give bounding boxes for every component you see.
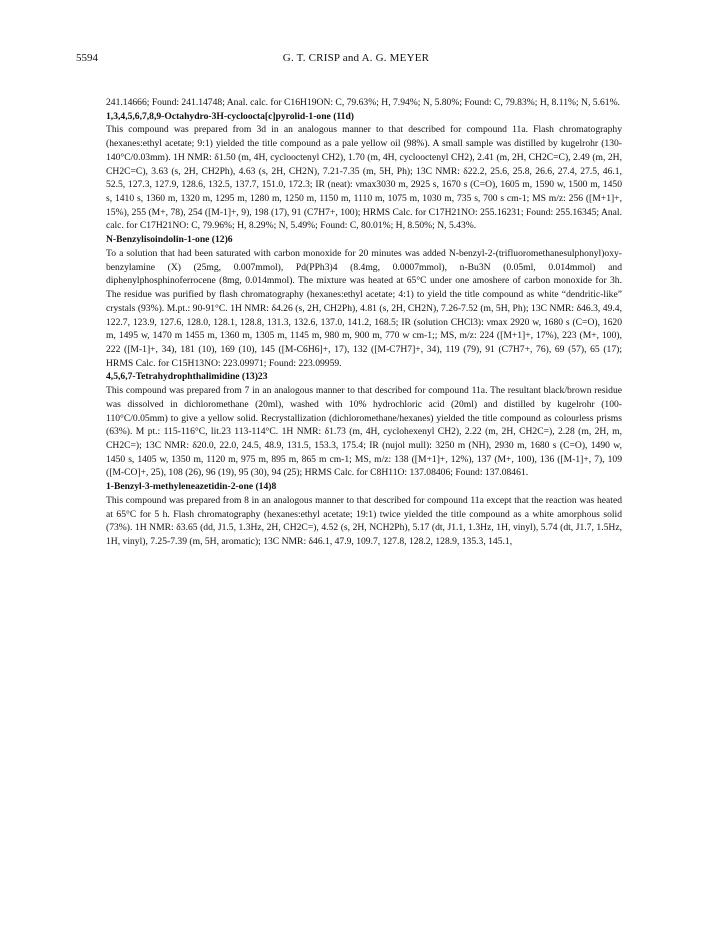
paragraph: To a solution that had been saturated with carbon monoxide for 20 minutes was added N-benzyl-2-(trifluoromethanesulphonyl)oxy-benzylamine (X) (25mg, 0.007mmol), Pd(PPh3)4 (8.4mg, 0.0007mmol), n-Bu3N (0.05ml, 0.014mmol) and diphenylphosphinoferrocene (8mg, 0.014mmol). The mixture was heated at 65°C under one amoshere of carbon monoxide for 3h. The residue was purified by flash chromatography (hexanes:ethyl acetate; 4:1) to yield the title compound as white “dendritic-like” crystals (93%). M.pt.: 90-91°C. 1H NMR: δ4.26 (s, 2H, CH2Ph), 4.81 (s, 2H, CH2N), 7.26-7.52 (m, 5H, Ph); 13C NMR: δ46.3, 49.4, 122.7, 123.9, 127.6, 128.0, 128.1, 128.8, 131.3, 132.6, 137.0, 141.2, 168.5; IR (solution CHCl3): νmax 2920 w, 1680 s (C=O), 1620 m, 1495 w, 1470 m 1455 m, 1360 m, 1305 m, 1145 m, 980 m, 900 m, 770 w cm-1;; MS, m/z: 224 ([M+1]+, 17%), 223 (M+, 100), 222 ([M-1]+, 34), 181 (10), 169 (10), 145 ([M-C6H6]+, 17), 132 ([M-C7H7]+, 34), 119 (79), 91 (C7H7+, 76), 69 (57), 65 (17); HRMS Calc. for C15H13NO: 223.09971; Found: 223.09959. <box>106 247 622 369</box>
compound-heading: 1,3,4,5,6,7,8,9-Octahydro-3H-cycloocta[c]pyrolid-1-one (11d) <box>106 110 354 122</box>
page-number: 5594 <box>76 52 98 64</box>
paragraph: 241.14666; Found: 241.14748; Anal. calc. for C16H19ON: C, 79.63%; H, 7.94%; N, 5.80%; Found: C, 79.83%; H, 8.11%; N, 5.61%. <box>106 97 620 108</box>
compound-heading: 4,5,6,7-Tetrahydrophthalimidine (13)23 <box>106 371 268 383</box>
compound-heading: N-Benzylisoindolin-1-one (12)6 <box>106 234 233 246</box>
paragraph: This compound was prepared from 3d in an analogous manner to that described for compound 11a. Flash chromatography (hexanes:ethyl acetate; 9:1) yielded the title compound as a pale yellow oil (98%). A small sample was distilled by kugelrohr (130-140°C/0.03mm). 1H NMR: δ1.50 (m, 4H, cyclooctenyl CH2), 1.70 (m, 4H, cyclooctenyl CH2), 2.41 (m, 2H, CH2C=C), 2.49 (m, 2H, CH2C=C), 3.63 (s, 2H, CH2Ph), 4.63 (s, 2H, CH2N), 7.21-7.35 (m, 5H, Ph); 13C NMR: δ22.2, 25.6, 25.8, 26.6, 27.4, 27.5, 46.1, 52.5, 127.3, 127.9, 128.6, 132.5, 137.7, 151.0, 172.3; IR (neat): νmax3030 m, 2925 s, 1670 s (C=O), 1605 m, 1590 w, 1500 m, 1450 s, 1410 s, 1360 m, 1320 m, 1295 m, 1280 m, 1250 m, 1150 m, 1110 m, 1075 m, 1030 m, 735 s, 700 s cm-1; MS m/z: 256 ([M+1]+, 15%), 255 (M+, 78), 254 ([M-1]+, 9), 198 (17), 91 (C7H7+, 100); HRMS Calc. for C17H21NO: 255.16231; Found: 255.16345; Anal. calc. for C17H21NO: C, 79.96%; H, 8.29%; N, 5.49%; Found: C, 80.01%; H, 8.50%; N, 5.43%. <box>106 124 622 232</box>
body-text <box>106 96 622 549</box>
page-header <box>76 52 636 68</box>
compound-heading: 1-Benzyl-3-methyleneazetidin-2-one (14)8 <box>106 481 277 493</box>
paragraph: This compound was prepared from 7 in an analogous manner to that described for compound 11a. The resultant black/brown residue was dissolved in dichloromethane (20ml), washed with 10% hydrochloric acid (20ml) and distilled by kugelrohr (100-110°C/0.05mm) to give a yellow solid. Recrystallization (dichloromethane/hexanes) yielded the title compound as colourless prisms (63%). M pt.: 115-116°C, lit.23 113-114°C. 1H NMR: δ1.73 (m, 4H, cyclohexenyl CH2), 2.22 (m, 2H, CH2C=), 2.28 (m, 2H, m, CH2C=); 13C NMR: δ20.0, 22.0, 24.5, 48.9, 131.5, 153.3, 175.4; IR (nujol mull): 3250 m (NH), 2930 m, 1680 s (C=O), 1490 w, 1450 s, 1405 w, 1350 m, 1120 m, 975 m, 895 m, 865 m cm-1; MS, m/z: 138 ([M+1]+, 12%), 137 (M+, 100), 136 ([M-1]+, 7), 109 ([M-CO]+, 25), 108 (26), 96 (19), 95 (30), 94 (25); HRMS Calc. for C8H11O: 137.08406; Found: 137.08461. <box>106 385 622 479</box>
paragraph: This compound was prepared from 8 in an analogous manner to that described for compound 11a except that the reaction was heated at 65°C for 5 h. Flash chromatography (hexanes:ethyl acetate; 19:1) twice yielded the title compound as a white amorphous solid (73%). 1H NMR: δ3.65 (dd, J1.5, 1.3Hz, 2H, CH2C=), 4.52 (s, 2H, NCH2Ph), 5.17 (dt, J1.1, 1.3Hz, 1H, vinyl), 5.74 (dt, J1.7, 1.5Hz, 1H, vinyl), 7.25-7.39 (m, 5H, aromatic); 13C NMR: δ46.1, 47.9, 109.7, 127.8, 128.2, 128.9, 135.3, 145.1, <box>106 494 622 547</box>
running-head: G. T. CRISP and A. G. MEYER <box>282 52 430 64</box>
